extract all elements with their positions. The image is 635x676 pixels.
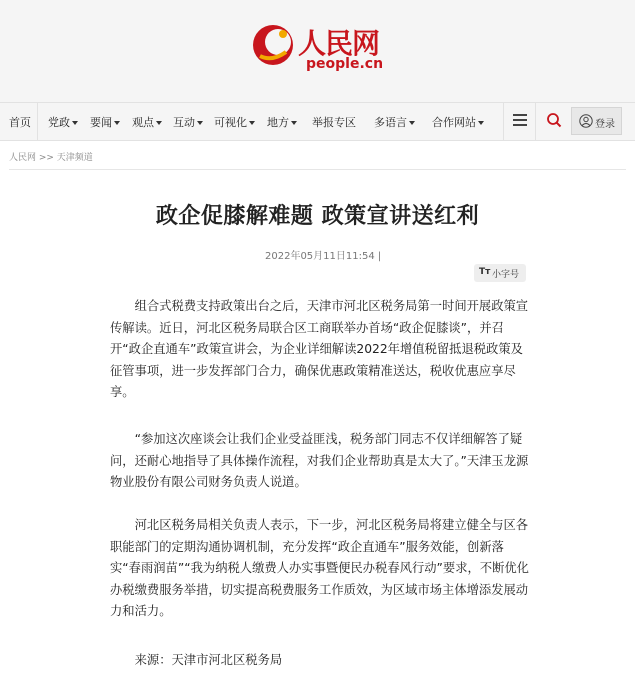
article-paragraph: “参加这次座谈会让我们企业受益匪浅，税务部门同志不仅详细解答了疑问，还耐心地指导了具体操作流程，对我们企业帮助真是太大了。”天津玉龙源物业股份有限公司财务负责人说道。 (110, 432, 529, 489)
nav-item-headlines[interactable]: 要闻 (90, 114, 120, 130)
chevron-down-icon (197, 121, 203, 125)
nav-divider (503, 103, 504, 140)
nav-item-opinion[interactable]: 观点 (132, 114, 162, 130)
nav-item-languages[interactable]: 多语言 (374, 114, 415, 130)
site-header (0, 0, 635, 102)
nav-item-local[interactable]: 地方 (267, 114, 297, 130)
login-label: 登录 (595, 119, 615, 130)
nav-item-partners[interactable]: 合作网站 (432, 114, 484, 130)
chevron-down-icon (409, 121, 415, 125)
publish-date: 2022年05月11日11:54 | (265, 251, 382, 262)
chevron-down-icon (156, 121, 162, 125)
chevron-down-icon (72, 121, 78, 125)
nav-item-interaction[interactable]: 互动 (173, 114, 203, 130)
chevron-down-icon (114, 121, 120, 125)
login-button[interactable] (571, 107, 622, 135)
search-icon[interactable] (546, 112, 562, 128)
nav-divider (535, 103, 536, 140)
article-title: 政企促膝解难题 政策宣讲送红利 (155, 204, 480, 229)
chevron-down-icon (478, 121, 484, 125)
article-paragraph: 河北区税务局相关负责人表示，下一步，河北区税务局将建立健全与区各职能部门的定期沟通协调机制，充分发挥“政企直通车”服务效能，创新落实“春雨润苗”“我为纳税人缴费人办实事暨便民办税春风行动”要求，不断优化办税缴费服务举措，切实提高税费服务工作质效，为区域市场主体增添发展动力和活力。 (110, 518, 529, 618)
font-size-toggle-button[interactable] (474, 264, 526, 282)
font-size-label: 小字号 (492, 270, 520, 280)
hamburger-icon[interactable] (513, 114, 527, 126)
article-source: 来源：天津市河北区税务局 (134, 653, 283, 667)
font-size-icon: Tт (479, 267, 491, 277)
logo-emblem-icon (250, 22, 296, 68)
chevron-down-icon (249, 121, 255, 125)
nav-item-party-gov[interactable]: 党政 (48, 114, 78, 130)
nav-item-visual[interactable]: 可视化 (214, 114, 255, 130)
article-paragraph: 组合式税费支持政策出台之后，天津市河北区税务局第一时间开展政策宣传解读。近日，河北区税务局联合区工商联举办首场“政企促膝谈”，并召开“政企直通车”政策宣讲会，为企业详细解读2022年增值税留抵退税政策及征管事项，进一步发挥部门合力，确保优惠政策精准送达，税收优惠应享尽享。 (110, 299, 529, 399)
nav-item-report[interactable]: 举报专区 (312, 116, 356, 129)
breadcrumb[interactable]: 人民网 >> 天津频道 (9, 153, 93, 163)
nav-item-home[interactable]: 首页 (9, 116, 31, 129)
nav-divider (37, 103, 38, 140)
chevron-down-icon (291, 121, 297, 125)
logo-text-cn: 人民网 (298, 27, 380, 60)
divider (9, 169, 626, 170)
main-nav (0, 102, 635, 141)
logo-text-en: people.cn (306, 56, 384, 72)
user-icon (579, 114, 593, 128)
people-cn-logo[interactable] (250, 16, 390, 78)
